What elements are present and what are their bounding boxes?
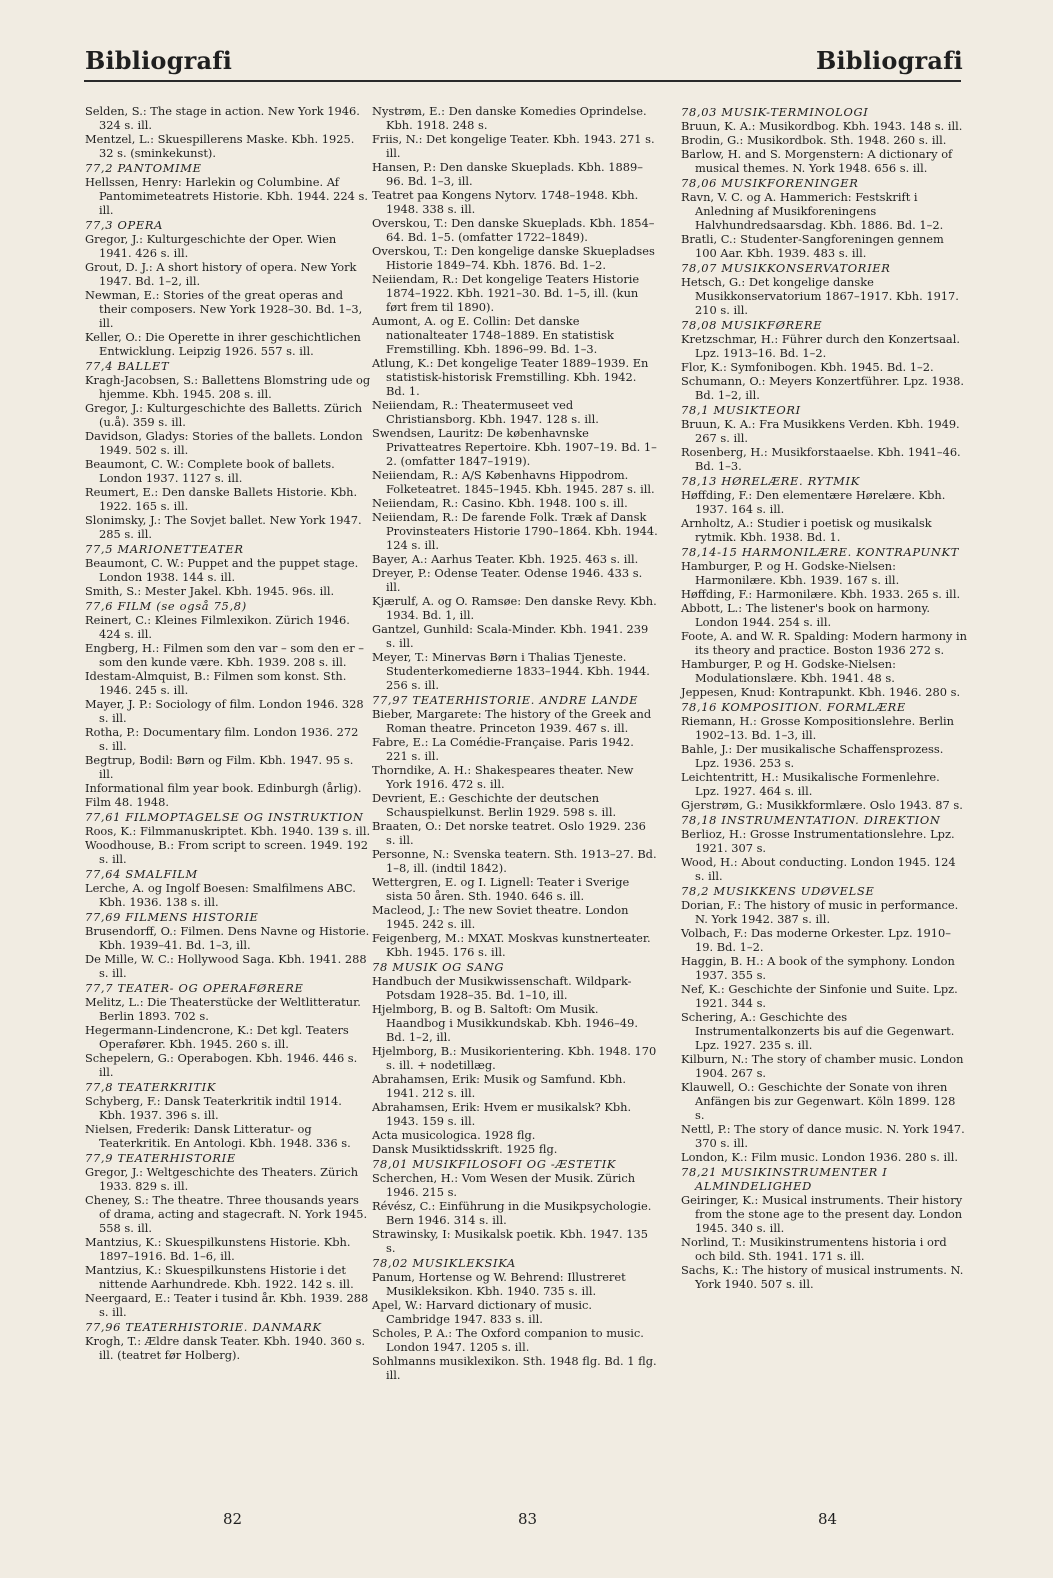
bibliography-entry: Panum, Hortense og W. Behrend: Illustreret Musikleksikon. Kbh. 1940. 735 s. ill. bbox=[372, 1270, 626, 1298]
bibliography-entry: Nettl, P.: The story of dance music. N. York 1947. 370 s. ill. bbox=[681, 1122, 965, 1150]
bibliography-entry: Sohlmanns musiklexikon. Sth. 1948 flg. Bd. 1 flg. ill. bbox=[372, 1354, 657, 1382]
bibliography-entry: Schyberg, F.: Dansk Teaterkritik indtil 1914. Kbh. 1937. 396 s. ill. bbox=[85, 1094, 342, 1122]
section-heading: 77,97 TEATERHISTORIE. ANDRE LANDE bbox=[372, 693, 639, 707]
bibliography-entry: Beaumont, C. W.: Complete book of ballets. London 1937. 1127 s. ill. bbox=[85, 457, 335, 485]
section-heading: 77,2 PANTOMIME bbox=[85, 161, 202, 175]
bibliography-entry: Kretzschmar, H.: Führer durch den Konzertsaal. Lpz. 1913–16. Bd. 1–2. bbox=[681, 332, 960, 360]
bibliography-entry: Meyer, T.: Minervas Børn i Thalias Tjeneste. Studenterkomedierne 1833–1944. Kbh. 1944. 256 s. ill. bbox=[372, 650, 650, 692]
bibliography-entry: Apel, W.: Harvard dictionary of music. Cambridge 1947. 833 s. ill. bbox=[372, 1298, 593, 1326]
bibliography-entry: Bruun, K. A.: Musikordbog. Kbh. 1943. 148 s. ill. bbox=[681, 119, 963, 133]
section-heading: 78 MUSIK OG SANG bbox=[372, 960, 505, 974]
section-heading: 78,14-15 HARMONILÆRE. KONTRAPUNKT bbox=[681, 545, 960, 559]
bibliography-entry: Hetsch, G.: Det kongelige danske Musikkonservatorium 1867–1917. Kbh. 1917. 210 s. ill. bbox=[681, 275, 959, 317]
bibliography-entry: Neiiendam, R.: De farende Folk. Træk af Dansk Provinsteaters Historie 1790–1864. Kbh. 1944. 124 s. ill. bbox=[372, 510, 658, 552]
section-heading: 77,5 MARIONETTEATER bbox=[85, 542, 244, 556]
bibliography-entry: Høffding, F.: Harmonilære. Kbh. 1933. 265 s. ill. bbox=[681, 587, 961, 601]
section-heading: 78,06 MUSIKFORENINGER bbox=[681, 176, 859, 190]
bibliography-entry: Kilburn, N.: The story of chamber music. London 1904. 267 s. bbox=[681, 1052, 964, 1080]
bibliography-entry: Klauwell, O.: Geschichte der Sonate von ihren Anfängen bis zur Gegenwart. Köln 1899. 128 s. bbox=[681, 1080, 956, 1122]
section-heading: 77,61 FILMOPTAGELSE OG INSTRUKTION bbox=[85, 810, 364, 824]
bibliography-entry: Gregor, J.: Kulturgeschichte des Balletts. Zürich (u.å). 359 s. ill. bbox=[85, 401, 363, 429]
bibliography-entry: Dreyer, P.: Odense Teater. Odense 1946. 433 s. ill. bbox=[372, 566, 643, 594]
bibliography-entry: Mentzel, L.: Skuespillerens Maske. Kbh. 1925. 32 s. (sminkekunst). bbox=[85, 132, 355, 160]
bibliography-entry: Kragh-Jacobsen, S.: Ballettens Blomstring ude og hjemme. Kbh. 1945. 208 s. ill. bbox=[85, 373, 371, 401]
bibliography-entry: Nef, K.: Geschichte der Sinfonie und Suite. Lpz. 1921. 344 s. bbox=[681, 982, 958, 1010]
bibliography-entry: Høffding, F.: Den elementære Hørelære. Kbh. 1937. 164 s. ill. bbox=[681, 488, 946, 516]
bibliography-entry: Feigenberg, M.: MXAT. Moskvas kunstnerteater. Kbh. 1945. 176 s. ill. bbox=[372, 931, 651, 959]
section-heading: 78,2 MUSIKKENS UDØVELSE bbox=[681, 884, 875, 898]
bibliography-entry: Smith, S.: Mester Jakel. Kbh. 1945. 96s. ill. bbox=[85, 584, 335, 598]
bibliography-entry: Leichtentritt, H.: Musikalische Formenlehre. Lpz. 1927. 464 s. ill. bbox=[681, 770, 940, 798]
bibliography-entry: Neiiendam, R.: Casino. Kbh. 1948. 100 s. ill. bbox=[372, 496, 628, 510]
section-heading: 78,01 MUSIKFILOSOFI OG -ÆSTETIK bbox=[372, 1157, 617, 1171]
bibliography-entry: Woodhouse, B.: From script to screen. 1949. 192 s. ill. bbox=[85, 838, 368, 866]
bibliography-entry: Schepelern, G.: Operabogen. Kbh. 1946. 446 s. ill. bbox=[85, 1051, 358, 1079]
bibliography-entry: Neiiendam, R.: A/S Københavns Hippodrom. Folketeatret. 1845–1945. Kbh. 1945. 287 s. ill. bbox=[372, 468, 655, 496]
bibliography-entry: Atlung, K.: Det kongelige Teater 1889–1939. En statistisk-historisk Fremstilling. Kbh. 1942. Bd. 1. bbox=[372, 356, 649, 398]
bibliography-entry: Macleod, J.: The new Soviet theatre. London 1945. 242 s. ill. bbox=[372, 903, 629, 931]
bibliography-entry: Melitz, L.: Die Theaterstücke der Weltlitteratur. Berlin 1893. 702 s. bbox=[85, 995, 361, 1023]
bibliography-entry: Neiiendam, R.: Det kongelige Teaters Historie 1874–1922. Kbh. 1921–30. Bd. 1–5, ill. (kun ført frem til 1890). bbox=[372, 272, 640, 314]
bibliography-entry: Abrahamsen, Erik: Musik og Samfund. Kbh. 1941. 212 s. ill. bbox=[372, 1072, 626, 1100]
bibliography-entry: Engberg, H.: Filmen som den var – som den er – som den kunde være. Kbh. 1939. 208 s. ill. bbox=[85, 641, 364, 669]
bibliography-entry: Gregor, J.: Weltgeschichte des Theaters. Zürich 1933. 829 s. ill. bbox=[85, 1165, 359, 1193]
bibliography-entry: Rotha, P.: Documentary film. London 1936. 272 s. ill. bbox=[85, 725, 359, 753]
bibliography-entry: De Mille, W. C.: Hollywood Saga. Kbh. 1941. 288 s. ill. bbox=[85, 952, 367, 980]
section-heading: 77,96 TEATERHISTORIE. DANMARK bbox=[85, 1320, 322, 1334]
bibliography-entry: Neiiendam, R.: Theatermuseet ved Christiansborg. Kbh. 1947. 128 s. ill. bbox=[372, 398, 599, 426]
bibliography-entry: Foote, A. and W. R. Spalding: Modern harmony in its theory and practice. Boston 1936 272 s. bbox=[681, 629, 967, 657]
bibliography-entry: Bratli, C.: Studenter-Sangforeningen gennem 100 Aar. Kbh. 1939. 483 s. ill. bbox=[681, 232, 944, 260]
bibliography-entry: Teatret paa Kongens Nytorv. 1748–1948. Kbh. 1948. 338 s. ill. bbox=[372, 188, 639, 216]
section-heading: 78,16 KOMPOSITION. FORMLÆRE bbox=[681, 700, 906, 714]
bibliography-entry: Hjelmborg, B. og B. Saltoft: Om Musik. Haandbog i Musikkundskab. Kbh. 1946–49. Bd. 1–2, ill. bbox=[372, 1002, 638, 1044]
bibliography-entry: Wood, H.: About conducting. London 1945. 124 s. ill. bbox=[681, 855, 956, 883]
bibliography-entry: Nystrøm, E.: Den danske Komedies Oprindelse. Kbh. 1918. 248 s. bbox=[372, 104, 647, 132]
bibliography-entry: Devrient, E.: Geschichte der deutschen Schauspielkunst. Berlin 1929. 598 s. ill. bbox=[372, 791, 617, 819]
bibliography-entry: Abrahamsen, Erik: Hvem er musikalsk? Kbh. 1943. 159 s. ill. bbox=[372, 1100, 632, 1128]
section-heading: 77,8 TEATERKRITIK bbox=[85, 1080, 217, 1094]
bibliography-entry: Scholes, P. A.: The Oxford companion to music. London 1947. 1205 s. ill. bbox=[372, 1326, 644, 1354]
bibliography-entry: Overskou, T.: Den danske Skueplads. Kbh. 1854–64. Bd. 1–5. (omfatter 1722–1849). bbox=[372, 216, 655, 244]
bibliography-entry: Schumann, O.: Meyers Konzertführer. Lpz. 1938. Bd. 1–2, ill. bbox=[681, 374, 964, 402]
bibliography-entry: Gjerstrøm, G.: Musikkformlære. Oslo 1943. 87 s. bbox=[681, 798, 963, 812]
bibliography-entry: Strawinsky, I: Musikalsk poetik. Kbh. 1947. 135 s. bbox=[372, 1227, 649, 1255]
bibliography-entry: Hellssen, Henry: Harlekin og Columbine. Af Pantomimeteatrets Historie. Kbh. 1944. 224 s. ill. bbox=[85, 175, 368, 217]
bibliography-entry: Roos, K.: Filmmanuskriptet. Kbh. 1940. 139 s. ill. bbox=[85, 824, 371, 838]
bibliography-entry: Bayer, A.: Aarhus Teater. Kbh. 1925. 463 s. ill. bbox=[372, 552, 639, 566]
page-number-middle: 83 bbox=[518, 1510, 538, 1528]
section-heading: 78,02 MUSIKLEKSIKA bbox=[372, 1256, 516, 1270]
section-heading: 77,69 FILMENS HISTORIE bbox=[85, 910, 259, 924]
bibliography-entry: Nielsen, Frederik: Dansk Litteratur- og Teaterkritik. En Antologi. Kbh. 1948. 336 s. bbox=[85, 1122, 351, 1150]
bibliography-entry: Bieber, Margarete: The history of the Greek and Roman theatre. Princeton 1939. 467 s. ill. bbox=[372, 707, 652, 735]
bibliography-entry: Hegermann-Lindencrone, K.: Det kgl. Teaters Operafører. Kbh. 1945. 260 s. ill. bbox=[85, 1023, 349, 1051]
bibliography-entry: Brodin, G.: Musikordbok. Sth. 1948. 260 s. ill. bbox=[681, 133, 947, 147]
bibliography-entry: Hansen, P.: Den danske Skueplads. Kbh. 1889–96. Bd. 1–3, ill. bbox=[372, 160, 643, 188]
bibliography-entry: Idestam-Almquist, B.: Filmen som konst. Sth. 1946. 245 s. ill. bbox=[85, 669, 347, 697]
bibliography-entry: Mayer, J. P.: Sociology of film. London 1946. 328 s. ill. bbox=[85, 697, 364, 725]
bibliography-entry: Hamburger, P. og H. Godske-Nielsen: Modulationslære. Kbh. 1941. 48 s. bbox=[681, 657, 896, 685]
bibliography-entry: Fabre, E.: La Comédie-Française. Paris 1942. 221 s. ill. bbox=[372, 735, 634, 763]
bibliography-entry: Bruun, K. A.: Fra Musikkens Verden. Kbh. 1949. 267 s. ill. bbox=[681, 417, 960, 445]
section-heading: 78,18 INSTRUMENTATION. DIREKTION bbox=[681, 813, 941, 827]
bibliography-entry: Hamburger, P. og H. Godske-Nielsen: Harmonilære. Kbh. 1939. 167 s. ill. bbox=[681, 559, 900, 587]
bibliography-entry: Riemann, H.: Grosse Kompositionslehre. Berlin 1902–13. Bd. 1–3, ill. bbox=[681, 714, 955, 742]
section-heading: 78,13 HØRELÆRE. RYTMIK bbox=[681, 474, 860, 488]
bibliography-entry: Schering, A.: Geschichte des Instrumentalkonzerts bis auf die Gegenwart. Lpz. 1927. 235 s. ill. bbox=[681, 1010, 955, 1052]
bibliography-entry: Berlioz, H.: Grosse Instrumentationslehre. Lpz. 1921. 307 s. bbox=[681, 827, 955, 855]
bibliography-entry: Arnholtz, A.: Studier i poetisk og musikalsk rytmik. Kbh. 1938. Bd. 1. bbox=[681, 516, 932, 544]
bibliography-entry: Bahle, J.: Der musikalische Schaffensprozess. Lpz. 1936. 253 s. bbox=[681, 742, 944, 770]
bibliography-entry: Personne, N.: Svenska teatern. Sth. 1913–27. Bd. 1–8, ill. (indtil 1842). bbox=[372, 847, 657, 875]
bibliography-entry: Friis, N.: Det kongelige Teater. Kbh. 1943. 271 s. ill. bbox=[372, 132, 655, 160]
bibliography-entry: Brusendorff, O.: Filmen. Dens Navne og Historie. Kbh. 1939–41. Bd. 1–3, ill. bbox=[85, 924, 370, 952]
bibliography-entry: Cheney, S.: The theatre. Three thousands years of drama, acting and stagecraft. N. York 1945. 558 s. ill. bbox=[85, 1193, 368, 1235]
column-page-83 bbox=[372, 104, 658, 1382]
bibliography-entry: Keller, O.: Die Operette in ihrer geschichtlichen Entwicklung. Leipzig 1926. 557 s. ill. bbox=[85, 330, 361, 358]
bibliography-entry: Slonimsky, J.: The Sovjet ballet. New York 1947. 285 s. ill. bbox=[85, 513, 362, 541]
bibliography-entry: Kjærulf, A. og O. Ramsøe: Den danske Revy. Kbh. 1934. Bd. 1, ill. bbox=[372, 594, 657, 622]
bibliography-entry: Selden, S.: The stage in action. New York 1946. 324 s. ill. bbox=[85, 104, 360, 132]
section-heading: 77,6 FILM (se også 75,8) bbox=[85, 599, 247, 613]
page-number-left: 82 bbox=[223, 1510, 243, 1528]
bibliography-entry: Norlind, T.: Musikinstrumentens historia i ord och bild. Sth. 1941. 171 s. ill. bbox=[681, 1235, 947, 1263]
bibliography-entry: Reinert, C.: Kleines Filmlexikon. Zürich 1946. 424 s. ill. bbox=[85, 613, 350, 641]
section-heading: 77,64 SMALFILM bbox=[85, 867, 198, 881]
section-heading: 77,4 BALLET bbox=[85, 359, 170, 373]
section-heading: 78,07 MUSIKKONSERVATORIER bbox=[681, 261, 891, 275]
bibliography-entry: Mantzius, K.: Skuespilkunstens Historie i det nittende Aarhundrede. Kbh. 1922. 142 s. ill. bbox=[85, 1263, 354, 1291]
header-rule bbox=[84, 80, 961, 82]
section-heading: 78,03 MUSIK-TERMINOLOGI bbox=[681, 105, 869, 119]
bibliography-entry: Swendsen, Lauritz: De københavnske Privatteatres Repertoire. Kbh. 1907–19. Bd. 1–2. (omfatter 1847–1919). bbox=[372, 426, 657, 468]
bibliography-entry: Grout, D. J.: A short history of opera. New York 1947. Bd. 1–2, ill. bbox=[85, 260, 357, 288]
bibliography-entry: Begtrup, Bodil: Børn og Film. Kbh. 1947. 95 s. ill. bbox=[85, 753, 354, 781]
bibliography-entry: Wettergren, E. og I. Lignell: Teater i Sverige sista 50 åren. Sth. 1940. 646 s. ill. bbox=[372, 875, 630, 903]
bibliography-entry: Newman, E.: Stories of the great operas and their composers. New York 1928–30. Bd. 1–3, ill. bbox=[85, 288, 363, 330]
bibliography-entry: Thorndike, A. H.: Shakespeares theater. New York 1916. 472 s. ill. bbox=[372, 763, 634, 791]
bibliography-entry: Informational film year book. Edinburgh (årlig). bbox=[85, 781, 362, 795]
bibliography-entry: Jeppesen, Knud: Kontrapunkt. Kbh. 1946. 280 s. bbox=[681, 685, 961, 699]
bibliography-entry: Hjelmborg, B.: Musikorientering. Kbh. 1948. 170 s. ill. + nodetillæg. bbox=[372, 1044, 657, 1072]
page-number-right: 84 bbox=[818, 1510, 838, 1528]
bibliography-entry: Film 48. 1948. bbox=[85, 795, 169, 809]
bibliography-entry: Overskou, T.: Den kongelige danske Skuepladses Historie 1849–74. Kbh. 1876. Bd. 1–2. bbox=[372, 244, 655, 272]
bibliography-entry: Mantzius, K.: Skuespilkunstens Historie. Kbh. 1897–1916. Bd. 1–6, ill. bbox=[85, 1235, 351, 1263]
section-heading: 77,7 TEATER- OG OPERAFØRERE bbox=[85, 981, 304, 995]
bibliography-entry: Aumont, A. og E. Collin: Det danske nationalteater 1748–1889. En statistisk Fremstilling. Kbh. 1896–99. Bd. 1–3. bbox=[372, 314, 614, 356]
bibliography-entry: Gregor, J.: Kulturgeschichte der Oper. Wien 1941. 426 s. ill. bbox=[85, 232, 337, 260]
running-header-left: Bibliografi bbox=[85, 46, 233, 75]
bibliography-entry: Davidson, Gladys: Stories of the ballets. London 1949. 502 s. ill. bbox=[85, 429, 363, 457]
bibliography-entry: Reumert, E.: Den danske Ballets Historie. Kbh. 1922. 165 s. ill. bbox=[85, 485, 358, 513]
bibliography-entry: Haggin, B. H.: A book of the symphony. London 1937. 355 s. bbox=[681, 954, 955, 982]
bibliography-entry: London, K.: Film music. London 1936. 280 s. ill. bbox=[681, 1150, 959, 1164]
bibliography-entry: Dorian, F.: The history of music in performance. N. York 1942. 387 s. ill. bbox=[681, 898, 959, 926]
running-header-right: Bibliografi bbox=[815, 46, 963, 75]
bibliography-entry: Gantzel, Gunhild: Scala-Minder. Kbh. 1941. 239 s. ill. bbox=[372, 622, 649, 650]
bibliography-entry: Braaten, O.: Det norske teatret. Oslo 1929. 236 s. ill. bbox=[372, 819, 646, 847]
bibliography-entry: Sachs, K.: The history of musical instruments. N. York 1940. 507 s. ill. bbox=[681, 1263, 964, 1291]
bibliography-entry: Lerche, A. og Ingolf Boesen: Smalfilmens ABC. Kbh. 1936. 138 s. ill. bbox=[85, 881, 356, 909]
section-heading: 78,21 MUSIKINSTRUMENTER I ALMINDELIGHED bbox=[681, 1165, 888, 1193]
bibliography-entry: Acta musicologica. 1928 flg. bbox=[372, 1128, 536, 1142]
bibliography-entry: Handbuch der Musikwissenschaft. Wildpark-Potsdam 1928–35. Bd. 1–10, ill. bbox=[372, 974, 632, 1002]
bibliography-entry: Geiringer, K.: Musical instruments. Their history from the stone age to the present day. London 1945. 340 s. ill. bbox=[681, 1193, 963, 1235]
bibliography-entry: Krogh, T.: Ældre dansk Teater. Kbh. 1940. 360 s. ill. (teatret før Holberg). bbox=[85, 1334, 366, 1362]
bibliography-entry: Barlow, H. and S. Morgenstern: A dictionary of musical themes. N. York 1948. 656 s. ill. bbox=[681, 147, 953, 175]
bibliography-entry: Dansk Musiktidsskrift. 1925 flg. bbox=[372, 1142, 558, 1156]
bibliography-entry: Abbott, L.: The listener's book on harmony. London 1944. 254 s. ill. bbox=[681, 601, 931, 629]
bibliography-entry: Beaumont, C. W.: Puppet and the puppet stage. London 1938. 144 s. ill. bbox=[85, 556, 359, 584]
bibliography-entry: Neergaard, E.: Teater i tusind år. Kbh. 1939. 288 s. ill. bbox=[85, 1291, 369, 1319]
section-heading: 77,9 TEATERHISTORIE bbox=[85, 1151, 236, 1165]
column-page-84 bbox=[681, 104, 967, 1291]
bibliography-entry: Scherchen, H.: Vom Wesen der Musik. Zürich 1946. 215 s. bbox=[372, 1171, 636, 1199]
bibliography-entry: Révész, C.: Einführung in die Musikpsychologie. Bern 1946. 314 s. ill. bbox=[372, 1199, 652, 1227]
section-heading: 78,08 MUSIKFØRERE bbox=[681, 318, 823, 332]
bibliography-entry: Rosenberg, H.: Musikforstaaelse. Kbh. 1941–46. Bd. 1–3. bbox=[681, 445, 961, 473]
section-heading: 77,3 OPERA bbox=[85, 218, 164, 232]
section-heading: 78,1 MUSIKTEORI bbox=[681, 403, 801, 417]
bibliography-entry: Ravn, V. C. og A. Hammerich: Festskrift i Anledning af Musikforeningens Halvhundredsaarsdag. Kbh. 1886. Bd. 1–2. bbox=[681, 190, 944, 232]
bibliography-entry: Flor, K.: Symfonibogen. Kbh. 1945. Bd. 1–2. bbox=[681, 360, 934, 374]
bibliography-entry: Volbach, F.: Das moderne Orkester. Lpz. 1910–19. Bd. 1–2. bbox=[681, 926, 951, 954]
column-page-82 bbox=[85, 104, 371, 1362]
